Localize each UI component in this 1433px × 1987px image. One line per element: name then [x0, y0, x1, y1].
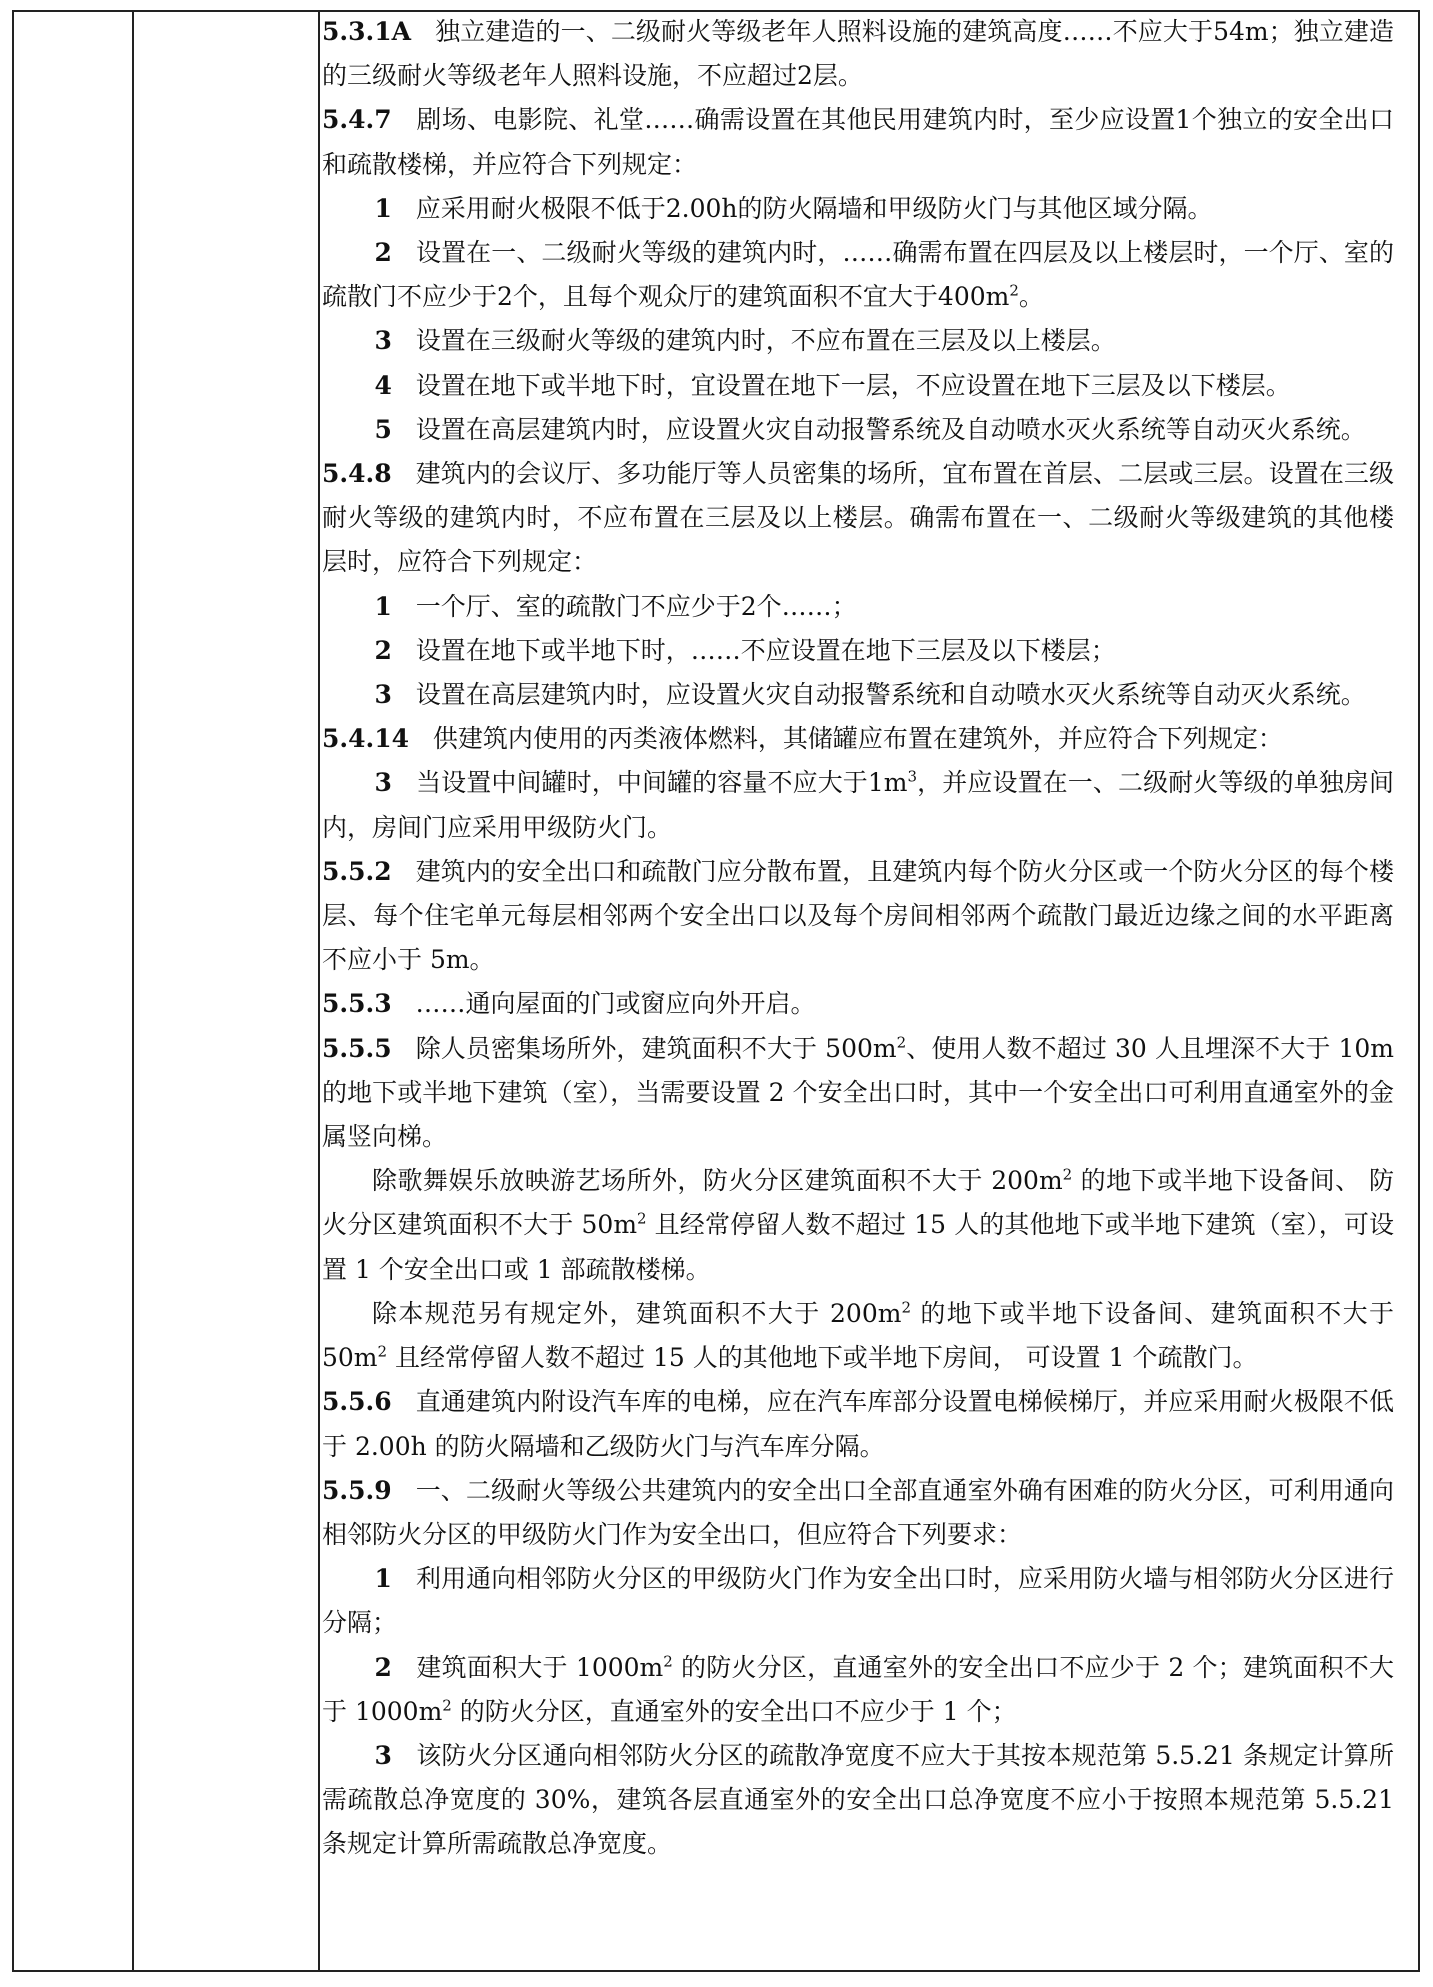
clause-5-4-8-item-1: 1 一个厅、室的疏散门不应少于2个……； [374, 591, 857, 621]
clause-5-3-1A: 5.3.1A 独立建造的一、二级耐火等级老年人照料设施的建筑高度……不应大于54m；独立建造的三级耐火等级老年人照料设施，不应超过2层。 [322, 17, 1394, 91]
clause-5-5-9-item-1: 1 利用通向相邻防火分区的甲级防火门作为安全出口时，应采用防火墙与相邻防火分区进行分隔； [322, 1564, 1394, 1638]
clause-5-5-5: 5.5.5 除人员密集场所外，建筑面积不大于 $500m^2$、使用人数不超过 30 人且埋深不大于 10m 的地下或半地下建筑（室），当需要设置 2 个安全出口时，其中一个安全出口可利用直通室外的金属竖向梯。 [322, 1033, 1395, 1152]
clause-5-4-7: 5.4.7 剧场、电影院、礼堂……确需设置在其他民用建筑内时，至少应设置1个独立的安全出口和疏散楼梯，并应符合下列规定： [322, 105, 1394, 179]
clause-5-5-5-para-2: 除歌舞娱乐放映游艺场所外，防火分区建筑面积不大于 $200m^2$ 的地下或半地下设备间、 防火分区建筑面积不大于 $50m^2$ 且经常停留人数不超过 15 人的其他地下或半地下建筑（室），可设置 1 个安全出口或 1 部疏散楼梯。 [322, 1165, 1394, 1284]
clause-5-5-2: 5.5.2 建筑内的安全出口和疏散门应分散布置，且建筑内每个防火分区或一个防火分区的每个楼层、每个住宅单元每层相邻两个安全出口以及每个房间相邻两个疏散门最近边缘之间的水平距离不应小于 5m。 [322, 856, 1394, 975]
clause-5-5-9-item-2: 2 建筑面积大于 $1000m^2$ 的防火分区，直通室外的安全出口不应少于 2 个；建筑面积不大于 $1000m^2$ 的防火分区，直通室外的安全出口不应少于 1 个； [322, 1652, 1395, 1726]
column-divider-1 [132, 12, 134, 1970]
clause-5-4-8: 5.4.8 建筑内的会议厅、多功能厅等人员密集的场所，宜布置在首层、二层或三层。设置在三级耐火等级的建筑内时，不应布置在三层及以上楼层。确需布置在一、二级耐火等级建筑的其他楼层时，应符合下列规定： [322, 459, 1394, 577]
clause-5-4-14: 5.4.14 供建筑内使用的丙类液体燃料，其储罐应布置在建筑外，并应符合下列规定： [322, 724, 1283, 754]
clause-5-5-5-para-3: 除本规范另有规定外，建筑面积不大于 $200m^2$ 的地下或半地下设备间、建筑面积不大于 $50m^2$ 且经常停留人数不超过 15 人的其他地下或半地下房间， 可设置 1 个疏散门。 [322, 1298, 1394, 1373]
clause-5-4-7-item-4: 4 设置在地下或半地下时，宜设置在地下一层，不应设置在地下三层及以下楼层。 [374, 370, 1291, 400]
clause-5-4-7-item-2: 2 设置在一、二级耐火等级的建筑内时，……确需布置在四层及以上楼层时，一个厅、室的疏散门不应少于2个，且每个观众厅的建筑面积不宜大于$400m^2$。 [322, 238, 1394, 312]
clause-5-5-6: 5.5.6 直通建筑内附设汽车库的电梯，应在汽车库部分设置电梯候梯厅，并应采用耐火极限不低于 2.00h 的防火隔墙和乙级防火门与汽车库分隔。 [322, 1387, 1394, 1461]
clause-5-5-3: 5.5.3 ……通向屋面的门或窗应向外开启。 [322, 989, 816, 1019]
clause-5-4-7-item-3: 3 设置在三级耐火等级的建筑内时，不应布置在三层及以上楼层。 [374, 326, 1116, 356]
clause-5-5-9: 5.5.9 一、二级耐火等级公共建筑内的安全出口全部直通室外确有困难的防火分区，可利用通向相邻防火分区的甲级防火门作为安全出口，但应符合下列要求： [322, 1475, 1394, 1549]
clause-5-4-7-item-1: 1 应采用耐火极限不低于2.00h的防火隔墙和甲级防火门与其他区域分隔。 [374, 193, 1213, 223]
clause-content [322, 10, 1394, 1867]
clause-5-4-8-item-2: 2 设置在地下或半地下时，……不应设置在地下三层及以下楼层； [374, 635, 1116, 665]
clause-5-4-7-item-5: 5 设置在高层建筑内时，应设置火灾自动报警系统及自动喷水灭火系统等自动灭火系统。 [374, 414, 1366, 444]
column-divider-2 [318, 12, 320, 1970]
clause-5-4-8-item-3: 3 设置在高层建筑内时，应设置火灾自动报警系统和自动喷水灭火系统等自动灭火系统。 [374, 680, 1366, 710]
clause-5-4-14-item-3: 3 当设置中间罐时，中间罐的容量不应大于$1m^3$，并应设置在一、二级耐火等级的单独房间内，房间门应采用甲级防火门。 [322, 768, 1394, 842]
clause-5-5-9-item-3: 3 该防火分区通向相邻防火分区的疏散净宽度不应大于其按本规范第 5.5.21 条规定计算所需疏散总净宽度的 30%，建筑各层直通室外的安全出口总净宽度不应小于按照本规范第 5.5.21 条规定计算所需疏散总净宽度。 [322, 1740, 1394, 1859]
